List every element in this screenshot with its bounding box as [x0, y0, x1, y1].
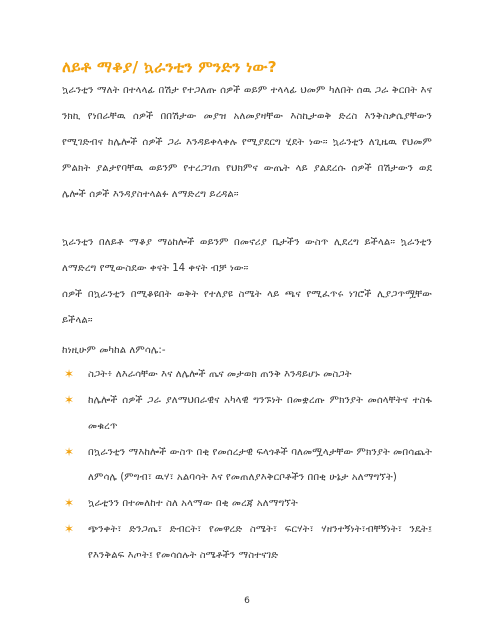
examples-list — [62, 362, 432, 569]
list-item-text: በኳራንቲን ማእከሎች ውስጥ በቂ የመሰረታዊ ፍላጎቶች ባለመሟላታቸው ምክንያት መበሳጨት ለምሳሌ (ምግብ፣ ዉሃ፣ አልባሳት እና የመጠለያእቅርቦቶችን በበቂ ሁኔታ አለማግኘት) — [88, 446, 432, 483]
list-item — [62, 491, 432, 517]
paragraph-definition: ኳራንቲን ማለት በተላላፊ በሽታ የተጋለጡ ሰዎች ወይም ተላላፊ ህመም ካለበት ሰዉ ጋራ ቅርበት እና ንክኪ የነበራቸዉ ሰዎች በበሽታው መያዝ አለመያዛቸው እስኪታወቅ ድረስ እንቅስቃሴያቸውን የሚገድብና ከሌሎች ሰዎች ጋራ እንዳይቀላቀሉ የሚያደርግ ሂደት ነው። ኳራንቲን ለጊዜዉ የህመም ምልክት ያልታየባቸዉ ወይንም የተረጋገጠ የህክምና ውጤት ላይ ያልደረሱ ሰዎች በሽታውን ወደ ሌሎች ሰዎች እንዳያስተላልፉ ለማድረግ ይረዳል። — [62, 85, 432, 200]
star-bullet-icon: ✶ — [64, 393, 75, 407]
list-item — [62, 440, 432, 491]
list-item — [62, 388, 432, 439]
paragraph-emotional-effects: ሰዎች በኳራንቲን በሚቆዩበት ወቅት የተለያዩ ስሜት ላይ ጫና የሚፈጥሩ ነገሮች ሊያጋጥሟቸው ይችላል። — [62, 289, 432, 326]
page-number: 6 — [244, 596, 250, 606]
paragraph-examples-intro: ከነዚሁም መካከል ለምሳሌ:- — [62, 345, 166, 356]
list-item-text: ከሌሎች ሰዎች ጋራ ያለማህበራዊና አካላዊ ግንኙነት በመቋረጡ ምክንያት መሰላቸትና ተስፋ መቁረጥ — [88, 395, 432, 432]
star-bullet-icon: ✶ — [64, 367, 75, 381]
list-item-text: ስጋት፥ ለእራሳቸው እና ለሌሎች ጤና መታወክ ጠንቅ እንዳይሆኑ መስጋት — [88, 369, 352, 380]
star-bullet-icon: ✶ — [64, 444, 75, 459]
list-item — [62, 362, 432, 388]
list-item-text: ኳራቲንን በተመለከተ ስለ አላማው በቂ መረጃ አለማግኘት — [88, 498, 298, 509]
list-item — [62, 517, 432, 568]
paragraph-location-duration: ኳራንቲን በለይቶ ማቆያ ማዕከሎች ወይንም በመኖሪያ ቤታችን ውስጥ ሊደረግ ይችላል። ኳራንቲን ለማድረግ የሚውስደው ቀናት 14 ቀናት ብቻ ነው። — [62, 237, 432, 274]
list-item-text: ጭንቀት፣ ድንጋጤ፣ ድብርት፣ የመዋረድ ስሜት፣ ፍርሃት፣ ሃዘንተኝነት፣ብቸኝነት፣ ንዴት፤ የእንቅልፍ እጦት፤ የመሳሰሉት ስሜቶችን ማስተናገድ — [88, 524, 432, 561]
star-bullet-icon: ✶ — [64, 522, 75, 536]
page-title: ለይቶ ማቆያ/ ኳራንቲን ምንድን ነው? — [62, 58, 277, 76]
star-bullet-icon: ✶ — [64, 496, 75, 510]
